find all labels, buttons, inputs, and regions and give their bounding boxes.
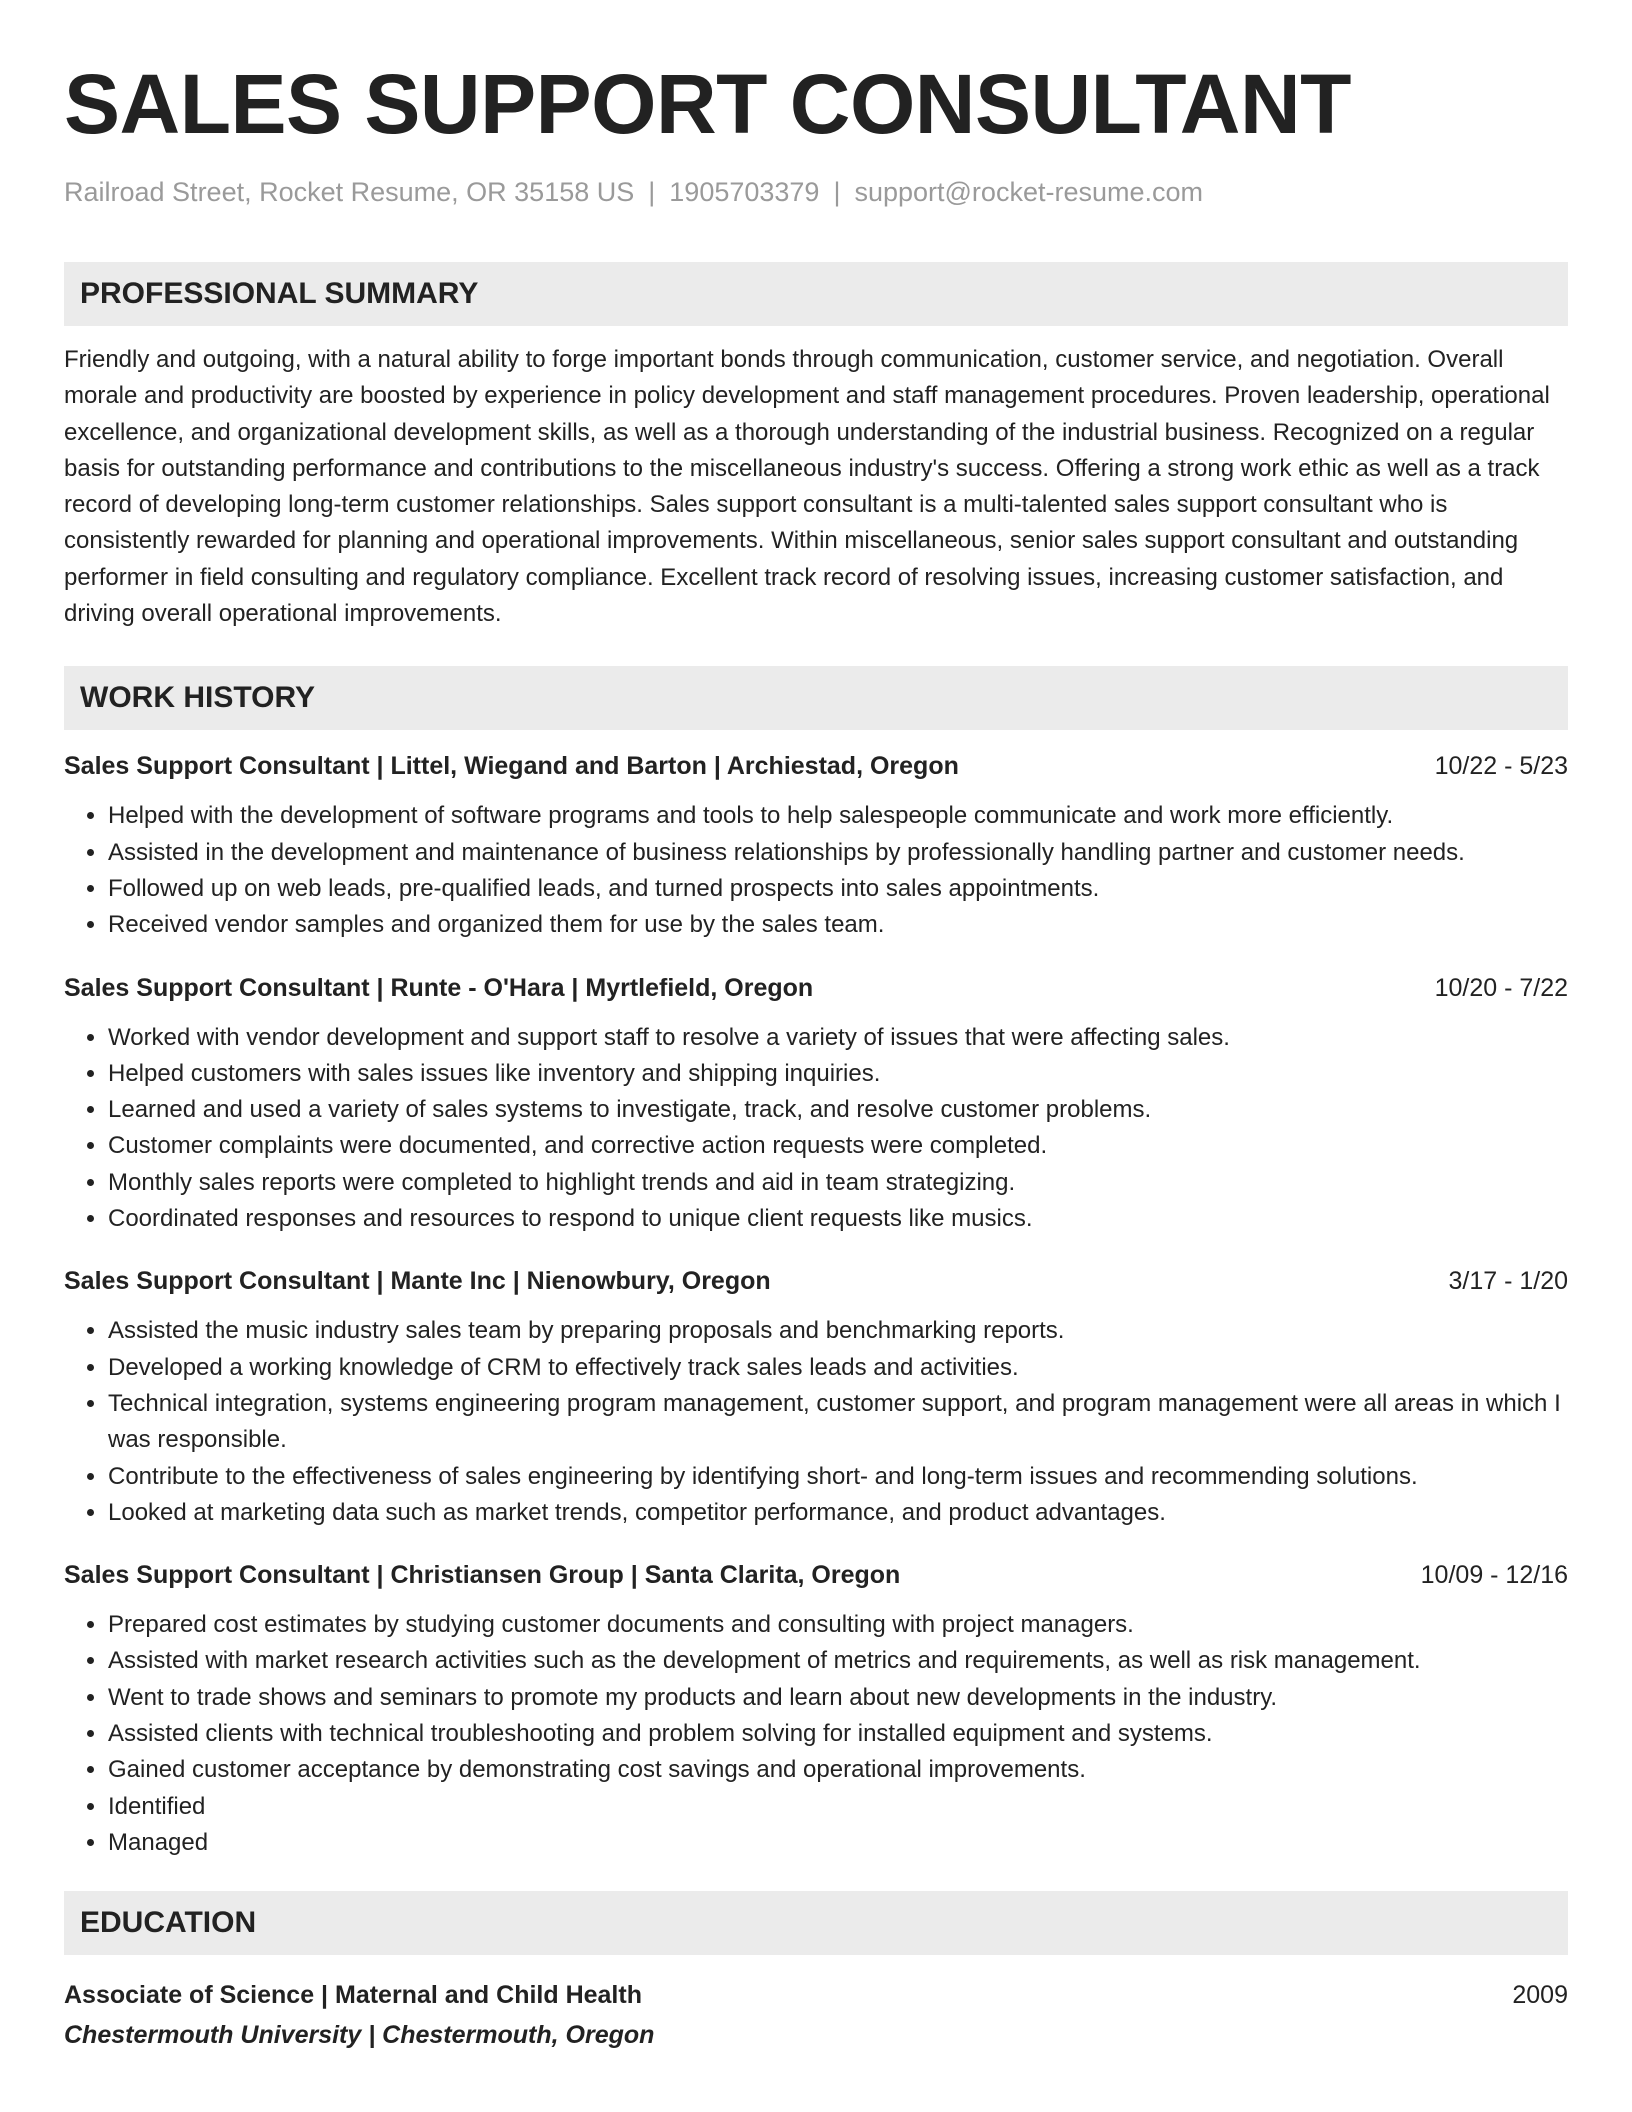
- job-header: [64, 1557, 1568, 1593]
- job-dates: 10/20 - 7/22: [1434, 973, 1568, 1002]
- job-duty: • Looked at marketing data such as market trends, competitor performance, and product advantages.: [108, 1495, 1568, 1531]
- education-year: 2009: [1512, 1981, 1568, 2010]
- summary-text: Friendly and outgoing, with a natural ability to forge important bonds through communication, customer service, and negotiation. Overall morale and productivity are boosted by experience in policy development and staff management procedures. Proven leadership, operational excellence, and organizational development skills, as well as a thorough understanding of the industrial business. Recognized on a regular basis for outstanding performance and contributions to the miscellaneous industry's success. Offering a strong work ethic as well as a track record of developing long-term customer relationships. Sales support consultant is a multi-talented sales support consultant who is consistently rewarded for planning and operational improvements. Within miscellaneous, senior sales support consultant and outstanding performer in field consulting and regulatory compliance. Excellent track record of resolving issues, increasing customer satisfaction, and driving overall operational improvements.: [64, 346, 1550, 628]
- education-heading: EDUCATION: [64, 1891, 1568, 1955]
- contact-email: support@rocket-resume.com: [854, 177, 1203, 207]
- job-duty: • Learned and used a variety of sales systems to investigate, track, and resolve customer problems.: [108, 1092, 1568, 1128]
- job-duty: • Developed a working knowledge of CRM to effectively track sales leads and activities.: [108, 1350, 1568, 1386]
- resume-name: SALES SUPPORT CONSULTANT: [64, 57, 1351, 151]
- job-duty: • Prepared cost estimates by studying customer documents and consulting with project managers.: [108, 1607, 1568, 1643]
- work-history-heading: WORK HISTORY: [64, 666, 1568, 730]
- job-header: [64, 748, 1568, 784]
- job-duty: • Technical integration, systems engineering program management, customer support, and program management were all areas in which I was responsible.: [108, 1386, 1568, 1459]
- job-duty: • Customer complaints were documented, and corrective action requests were completed.: [108, 1128, 1568, 1164]
- summary-heading: PROFESSIONAL SUMMARY: [64, 262, 1568, 326]
- job-entry: [64, 1263, 1568, 1531]
- job-entry: [64, 748, 1568, 943]
- job-duty: • Helped with the development of software programs and tools to help salespeople communicate and work more efficiently.: [108, 798, 1568, 834]
- job-title: Sales Support Consultant | Christiansen Group | Santa Clarita, Oregon: [64, 1561, 901, 1590]
- contact-address: Railroad Street, Rocket Resume, OR 35158 US: [64, 177, 635, 207]
- education-header: [64, 1977, 1568, 2013]
- job-duty: • Helped customers with sales issues like inventory and shipping inquiries.: [108, 1056, 1568, 1092]
- job-entry: [64, 1557, 1568, 1861]
- job-header: [64, 970, 1568, 1006]
- job-duty: • Monthly sales reports were completed to highlight trends and aid in team strategizing.: [108, 1165, 1568, 1201]
- job-duty: • Assisted the music industry sales team by preparing proposals and benchmarking reports.: [108, 1313, 1568, 1349]
- job-duty: • Identified: [108, 1789, 1568, 1825]
- job-duty: • Assisted in the development and maintenance of business relationships by professionally handling partner and customer needs.: [108, 835, 1568, 871]
- job-dates: 3/17 - 1/20: [1448, 1267, 1568, 1296]
- job-duties-list: [64, 1020, 1568, 1238]
- job-duty: • Coordinated responses and resources to respond to unique client requests like musics.: [108, 1201, 1568, 1237]
- education-school: Chestermouth University | Chestermouth, Oregon: [64, 2021, 655, 2050]
- job-duties-list: [64, 1607, 1568, 1861]
- job-duty: • Managed: [108, 1825, 1568, 1861]
- job-duty: • Assisted with market research activities such as the development of metrics and requirements, as well as risk management.: [108, 1643, 1568, 1679]
- job-duty: • Followed up on web leads, pre-qualified leads, and turned prospects into sales appointments.: [108, 871, 1568, 907]
- job-duties-list: [64, 1313, 1568, 1531]
- job-duty: • Went to trade shows and seminars to promote my products and learn about new developments in the industry.: [108, 1680, 1568, 1716]
- job-title: Sales Support Consultant | Mante Inc | Nienowbury, Oregon: [64, 1267, 771, 1296]
- job-dates: 10/22 - 5/23: [1434, 752, 1568, 781]
- job-title: Sales Support Consultant | Littel, Wiegand and Barton | Archiestad, Oregon: [64, 752, 959, 781]
- job-duty: • Received vendor samples and organized them for use by the sales team.: [108, 907, 1568, 943]
- contact-phone: 1905703379: [669, 177, 820, 207]
- job-entry: [64, 970, 1568, 1238]
- job-title: Sales Support Consultant | Runte - O'Hara | Myrtlefield, Oregon: [64, 973, 814, 1002]
- job-duties-list: [64, 798, 1568, 943]
- contact-line: [64, 174, 1568, 210]
- job-duty: • Contribute to the effectiveness of sales engineering by identifying short- and long-term issues and recommending solutions.: [108, 1459, 1568, 1495]
- contact-separator: |: [648, 177, 656, 207]
- job-duty: • Worked with vendor development and support staff to resolve a variety of issues that were affecting sales.: [108, 1020, 1568, 1056]
- job-duty: • Gained customer acceptance by demonstrating cost savings and operational improvements.: [108, 1752, 1568, 1788]
- job-duty: • Assisted clients with technical troubleshooting and problem solving for installed equipment and systems.: [108, 1716, 1568, 1752]
- job-header: [64, 1263, 1568, 1299]
- education-degree: Associate of Science | Maternal and Child Health: [64, 1981, 642, 2010]
- contact-separator: |: [833, 177, 841, 207]
- job-dates: 10/09 - 12/16: [1420, 1561, 1568, 1590]
